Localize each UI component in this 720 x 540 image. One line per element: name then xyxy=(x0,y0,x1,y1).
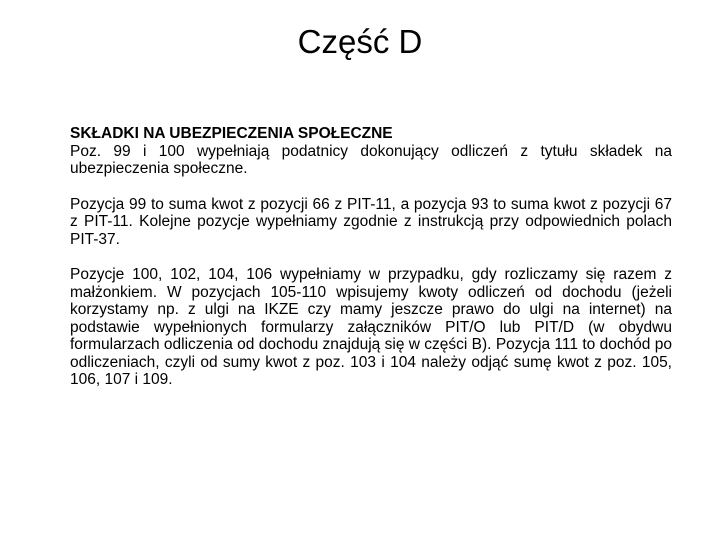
section-block-1 xyxy=(70,125,672,178)
paragraph-3: Pozycje 100, 102, 104, 106 wypełniamy w przypadku, gdy rozliczamy się razem z małżonkiem. W pozycjach 105-110 wpisujemy kwoty odliczeń od dochodu (jeżeli korzystamy np. z ulgi na IKZE czy mamy jeszcze prawo do ulgi na internet) na podstawie wypełnionych formularzy załączników PIT/O lub PIT/D (w obydwu formularzach odliczenia od dochodu znajdują się w części B). Pozycja 111 to dochód po odliczeniach, czyli od sumy kwot z poz. 103 i 104 należy odjąć sumę kwot z poz. 105, 106, 107 i 109. xyxy=(70,266,672,388)
slide-content xyxy=(70,125,672,389)
paragraph-2: Pozycja 99 to suma kwot z pozycji 66 z PIT-11, a pozycja 93 to suma kwot z pozycji 67 z PIT-11. Kolejne pozycje wypełniamy zgodnie z instrukcją przy odpowiednich polach PIT-37. xyxy=(70,195,672,248)
section-heading: SKŁADKI NA UBEZPIECZENIA SPOŁECZNE xyxy=(70,125,393,142)
paragraph-1: Poz. 99 i 100 wypełniają podatnicy dokonujący odliczeń z tytułu składek na ubezpieczenia społeczne. xyxy=(70,142,672,177)
slide-title: Część D xyxy=(297,23,423,60)
